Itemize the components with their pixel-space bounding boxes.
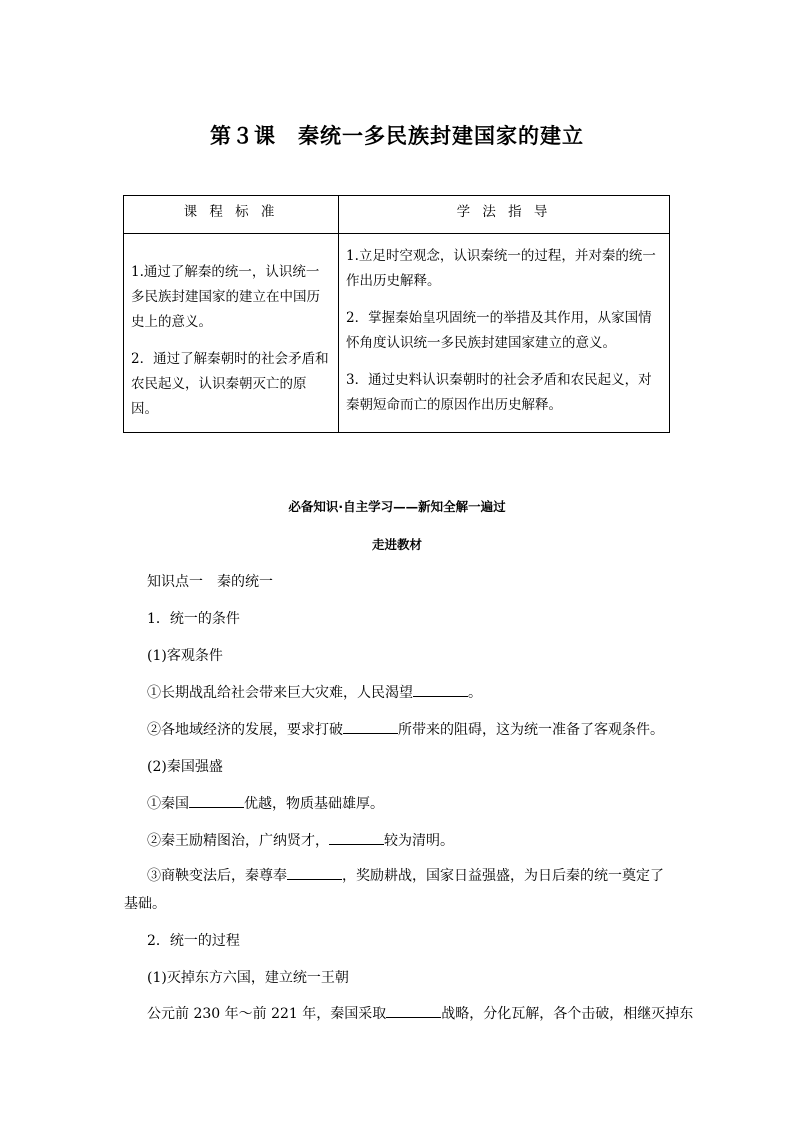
heading-unification: (1)灭掉东方六国，建立统一王朝 bbox=[147, 970, 349, 986]
fill-text: ①秦国 bbox=[147, 796, 189, 812]
header-guidance: 学 法 指 导 bbox=[339, 196, 670, 234]
heading-process: 2．统一的过程 bbox=[147, 933, 240, 949]
fill-text: 较为清明。 bbox=[384, 833, 454, 849]
fill-item bbox=[147, 793, 384, 813]
fill-item bbox=[147, 1003, 693, 1023]
standard-item: 2．通过了解秦朝时的社会矛盾和农民起义，认识秦朝灭亡的原因。 bbox=[131, 351, 329, 417]
section-heading: 必备知识·自主学习——新知全解一遍过 bbox=[288, 499, 506, 514]
answer-blank[interactable] bbox=[413, 682, 468, 697]
fill-item bbox=[124, 862, 676, 918]
sub-heading: 走进教材 bbox=[371, 537, 422, 552]
guidance-item: 2．掌握秦始皇巩固统一的举措及其作用，从家国情怀角度认识统一多民族封建国家建立的意义。 bbox=[346, 310, 652, 351]
fill-text: ②秦王励精图治，广纳贤才， bbox=[147, 833, 329, 849]
knowledge-point-heading: 知识点一 秦的统一 bbox=[147, 574, 273, 590]
lesson-title: 第３课 秦统一多民族封建国家的建立 bbox=[210, 124, 584, 148]
guidance-item: 3．通过史料认识秦朝时的社会矛盾和农民起义，对秦朝短命而亡的原因作出历史解释。 bbox=[346, 372, 652, 413]
fill-text: 所带来的阻碍，这为统一准备了客观条件。 bbox=[398, 722, 664, 738]
fill-text: ②各地域经济的发展，要求打破 bbox=[147, 722, 343, 738]
fill-text: ③商鞅变法后，秦尊奉 bbox=[147, 868, 287, 884]
fill-item bbox=[147, 719, 664, 739]
fill-item bbox=[147, 830, 454, 850]
answer-blank[interactable] bbox=[287, 865, 342, 880]
standards-cell bbox=[124, 234, 339, 433]
answer-blank[interactable] bbox=[189, 793, 244, 808]
heading-qin-strength: (2)秦国强盛 bbox=[147, 759, 223, 775]
heading-conditions: 1．统一的条件 bbox=[147, 611, 240, 627]
standard-item: 1.通过了解秦的统一，认识统一多民族封建国家的建立在中国历史上的意义。 bbox=[131, 264, 320, 330]
answer-blank[interactable] bbox=[386, 1003, 441, 1018]
guidance-cell bbox=[339, 234, 670, 433]
fill-text: 战略，分化瓦解，各个击破，相继灭掉东 bbox=[441, 1006, 694, 1022]
answer-blank[interactable] bbox=[343, 719, 398, 734]
fill-text: ①长期战乱给社会带来巨大灾难，人民渴望 bbox=[147, 685, 413, 701]
answer-blank[interactable] bbox=[329, 830, 384, 845]
fill-text: ，奖励耕战，国家日益强盛，为日后秦的统一奠定了基础。 bbox=[124, 868, 664, 912]
fill-text: 优越，物质基础雄厚。 bbox=[244, 796, 384, 812]
curriculum-table bbox=[123, 195, 670, 433]
fill-text: 公元前 230 年～前 221 年，秦国采取 bbox=[147, 1006, 387, 1022]
fill-item bbox=[147, 682, 482, 702]
guidance-item: 1.立足时空观念，认识秦统一的过程，并对秦的统一作出历史解释。 bbox=[346, 248, 656, 289]
heading-objective: (1)客观条件 bbox=[147, 648, 223, 664]
fill-text: 。 bbox=[468, 685, 482, 701]
header-standards: 课 程 标 准 bbox=[124, 196, 339, 234]
